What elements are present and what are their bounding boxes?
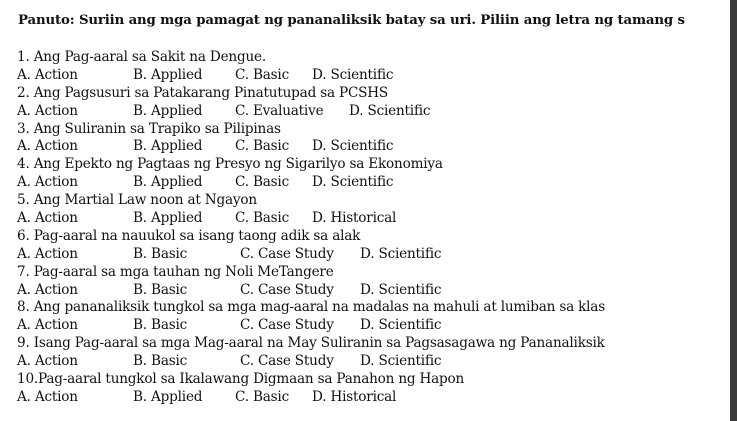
option-c[interactable]: C. Evaluative bbox=[235, 102, 324, 119]
option-b[interactable]: B. Applied bbox=[133, 66, 203, 83]
option-a[interactable]: A. Action bbox=[17, 281, 78, 298]
question-text: 2. Ang Pagsusuri sa Patakarang Pinatutupad sa PCSHS bbox=[17, 84, 389, 101]
question-text: 10.Pag-aaral tungkol sa Ikalawang Digmaan sa Panahon ng Hapon bbox=[17, 371, 465, 388]
answer-options bbox=[17, 246, 729, 264]
question-list bbox=[17, 49, 729, 407]
option-d[interactable]: D. Scientific bbox=[360, 353, 442, 370]
option-d[interactable]: D. Scientific bbox=[312, 66, 394, 83]
option-a[interactable]: A. Action bbox=[17, 210, 78, 227]
option-d[interactable]: D. Scientific bbox=[360, 245, 442, 262]
option-d[interactable]: D. Scientific bbox=[360, 317, 442, 334]
option-a[interactable]: A. Action bbox=[17, 66, 78, 83]
question-text: 3. Ang Suliranin sa Trapiko sa Pilipinas bbox=[17, 120, 281, 137]
option-a[interactable]: A. Action bbox=[17, 102, 78, 119]
option-d[interactable]: D. Scientific bbox=[312, 138, 394, 155]
question-text: 6. Pag-aaral na nauukol sa isang taong adik sa alak bbox=[17, 227, 361, 244]
option-a[interactable]: A. Action bbox=[17, 245, 78, 262]
option-c[interactable]: C. Case Study bbox=[240, 245, 334, 262]
question-text: 1. Ang Pag-aaral sa Sakit na Dengue. bbox=[17, 49, 266, 65]
option-c[interactable]: C. Case Study bbox=[240, 353, 334, 370]
option-b[interactable]: B. Applied bbox=[133, 102, 203, 119]
option-d[interactable]: D. Scientific bbox=[360, 281, 442, 298]
option-c[interactable]: C. Basic bbox=[235, 138, 289, 155]
page-edge-divider bbox=[730, 0, 737, 421]
question-text: 5. Ang Martial Law noon at Ngayon bbox=[17, 192, 257, 209]
answer-options bbox=[17, 282, 729, 300]
answer-options bbox=[17, 67, 729, 85]
option-a[interactable]: A. Action bbox=[17, 353, 78, 370]
question-text: 4. Ang Epekto ng Pagtaas ng Presyo ng Sigarilyo sa Ekonomiya bbox=[17, 156, 443, 173]
answer-options bbox=[17, 389, 729, 407]
option-c[interactable]: C. Basic bbox=[235, 66, 289, 83]
answer-options bbox=[17, 210, 729, 228]
question-text: 7. Pag-aaral sa mga tauhan ng Noli MeTangere bbox=[17, 263, 334, 280]
option-a[interactable]: A. Action bbox=[17, 388, 78, 405]
question-text: 8. Ang pananaliksik tungkol sa mga mag-aaral na madalas na mahuli at lumiban sa klas bbox=[17, 299, 605, 316]
option-d[interactable]: D. Historical bbox=[312, 388, 397, 405]
option-b[interactable]: B. Basic bbox=[133, 317, 188, 334]
option-d[interactable]: D. Scientific bbox=[312, 174, 394, 191]
option-c[interactable]: C. Basic bbox=[235, 210, 289, 227]
instructions-heading: Panuto: Suriin ang mga pamagat ng pananaliksik batay sa uri. Piliin ang letra ng tamang s bbox=[18, 13, 685, 28]
option-a[interactable]: A. Action bbox=[17, 317, 78, 334]
option-b[interactable]: B. Applied bbox=[133, 388, 203, 405]
option-b[interactable]: B. Basic bbox=[133, 353, 188, 370]
option-b[interactable]: B. Basic bbox=[133, 245, 188, 262]
answer-options bbox=[17, 317, 729, 335]
option-b[interactable]: B. Basic bbox=[133, 281, 188, 298]
answer-options bbox=[17, 138, 729, 156]
answer-options bbox=[17, 103, 729, 121]
option-c[interactable]: C. Case Study bbox=[240, 317, 334, 334]
option-a[interactable]: A. Action bbox=[17, 138, 78, 155]
question-text: 9. Isang Pag-aaral sa mga Mag-aaral na May Suliranin sa Pagsasagawa ng Pananaliksik bbox=[17, 335, 605, 352]
option-b[interactable]: B. Applied bbox=[133, 138, 203, 155]
option-a[interactable]: A. Action bbox=[17, 174, 78, 191]
option-b[interactable]: B. Applied bbox=[133, 210, 203, 227]
option-b[interactable]: B. Applied bbox=[133, 174, 203, 191]
option-d[interactable]: D. Historical bbox=[312, 210, 397, 227]
option-c[interactable]: C. Basic bbox=[235, 388, 289, 405]
option-d[interactable]: D. Scientific bbox=[349, 102, 431, 119]
option-c[interactable]: C. Basic bbox=[235, 174, 289, 191]
answer-options bbox=[17, 353, 729, 371]
answer-options bbox=[17, 174, 729, 192]
option-c[interactable]: C. Case Study bbox=[240, 281, 334, 298]
